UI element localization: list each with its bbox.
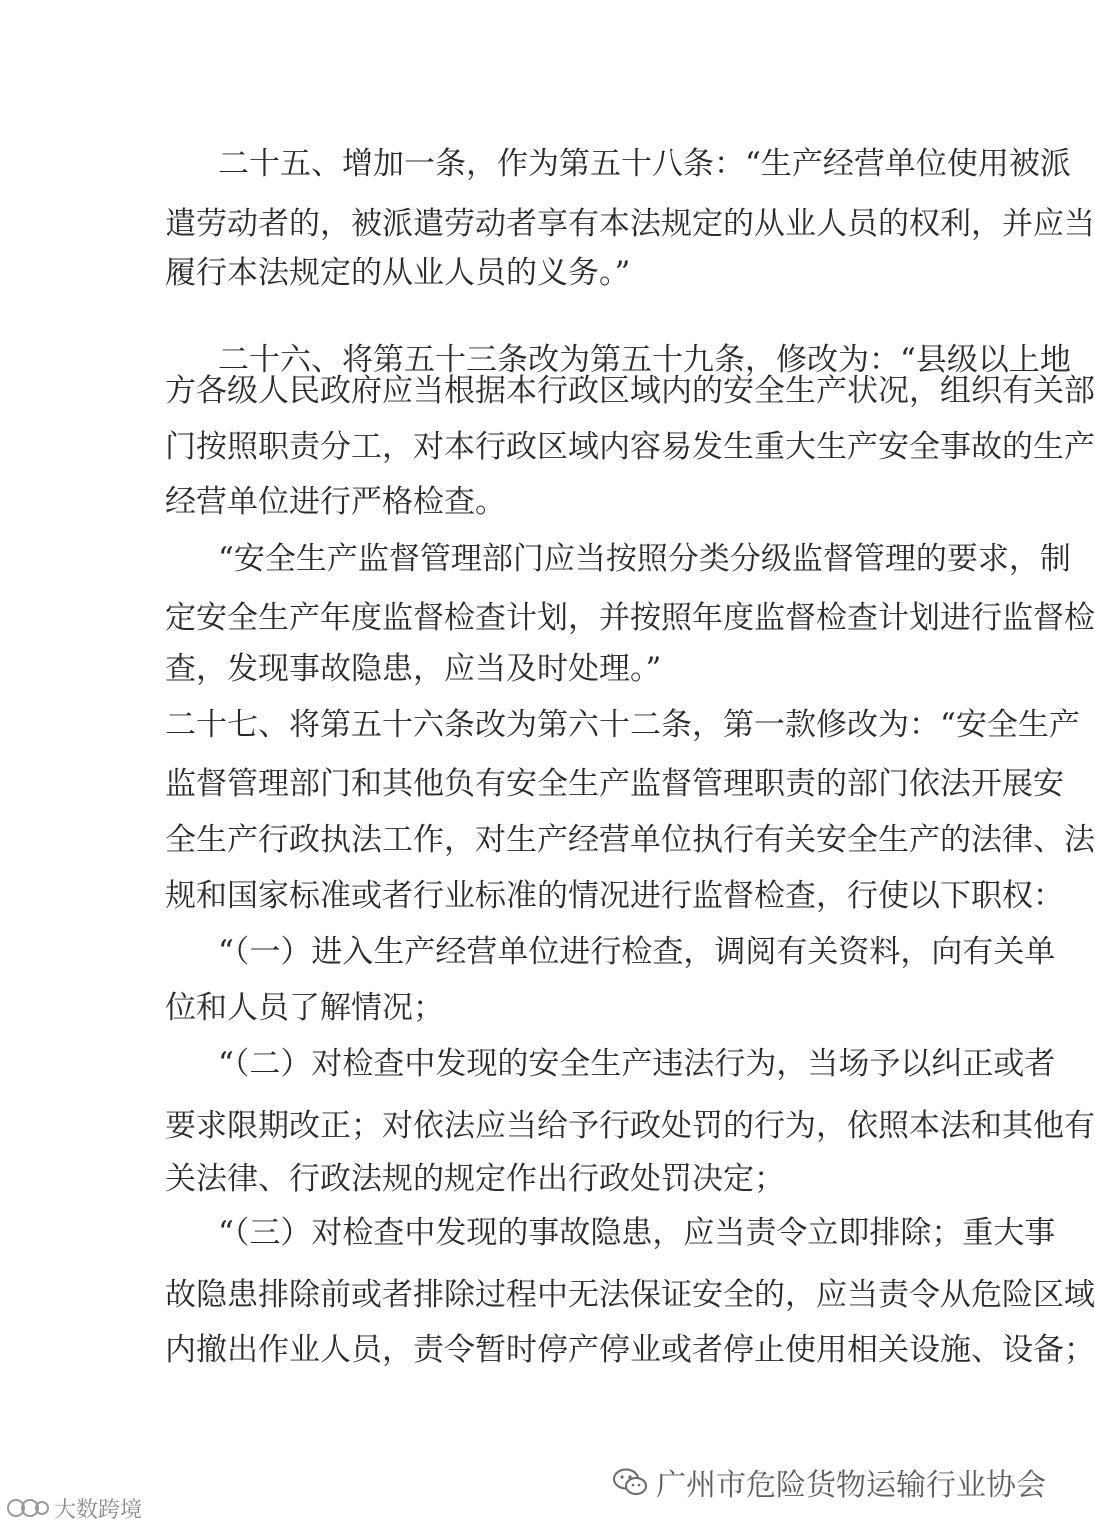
paragraph-27-line-3: 全生产行政执法工作，对生产经营单位执行有关安全生产的法律、法 [165, 822, 1095, 858]
account-watermark [612, 1460, 1046, 1504]
quote-paragraph-line-3: 查，发现事故隐患，应当及时处理。” [165, 651, 662, 687]
brand-logo-icon [6, 1496, 50, 1520]
item-2-line-2: 要求限期改正；对依法应当给予行政处罚的行为，依照本法和其他有 [165, 1108, 1095, 1144]
wechat-icon [612, 1467, 648, 1497]
item-1-line-2: 位和人员了解情况； [165, 990, 444, 1026]
quote-paragraph-line-1: “安全生产监督管理部门应当按照分类分级监督管理的要求，制 [218, 541, 1071, 577]
brand-name: 大数跨境 [54, 1497, 143, 1523]
paragraph-27-line-1: 二十七、将第五十六条改为第六十二条，第一款修改为：“安全生产 [165, 707, 1080, 743]
item-2-line-3: 关法律、行政法规的规定作出行政处罚决定； [165, 1161, 785, 1197]
account-name: 广州市危险货物运输行业协会 [656, 1468, 1046, 1503]
item-2-line-1: “（二）对检查中发现的安全生产违法行为，当场予以纠正或者 [218, 1046, 1056, 1082]
item-3-line-3: 内撤出作业人员，责令暂时停产停业或者停止使用相关设施、设备； [165, 1332, 1095, 1368]
paragraph-26-line-4: 经营单位进行严格检查。 [165, 484, 506, 520]
paragraph-26-line-3: 门按照职责分工，对本行政区域内容易发生重大生产安全事故的生产 [165, 429, 1095, 465]
paragraph-25-line-2: 遣劳动者的，被派遣劳动者享有本法规定的从业人员的权利，并应当 [165, 206, 1095, 242]
paragraph-25-line-3: 履行本法规定的从业人员的义务。” [165, 255, 631, 291]
brand-watermark [6, 1492, 142, 1524]
item-3-line-2: 故隐患排除前或者排除过程中无法保证安全的，应当责令从危险区域 [165, 1277, 1095, 1313]
paragraph-26-line-1: 二十六、将第五十三条改为第五十九条，修改为：“县级以上地 [218, 342, 1071, 378]
paragraph-26-line-2: 方各级人民政府应当根据本行政区域内的安全生产状况，组织有关部 [165, 373, 1095, 409]
paragraph-27-line-2: 监督管理部门和其他负有安全生产监督管理职责的部门依法开展安 [165, 766, 1064, 802]
quote-paragraph-line-2: 定安全生产年度监督检查计划，并按照年度监督检查计划进行监督检 [165, 600, 1095, 636]
item-1-line-1: “（一）进入生产经营单位进行检查，调阅有关资料，向有关单 [218, 934, 1056, 970]
paragraph-25-line-1: 二十五、增加一条，作为第五十八条：“生产经营单位使用被派 [218, 146, 1071, 182]
item-3-line-1: “（三）对检查中发现的事故隐患，应当责令立即排除；重大事 [218, 1215, 1056, 1251]
paragraph-27-line-4: 规和国家标准或者行业标准的情况进行监督检查，行使以下职权： [165, 878, 1064, 914]
